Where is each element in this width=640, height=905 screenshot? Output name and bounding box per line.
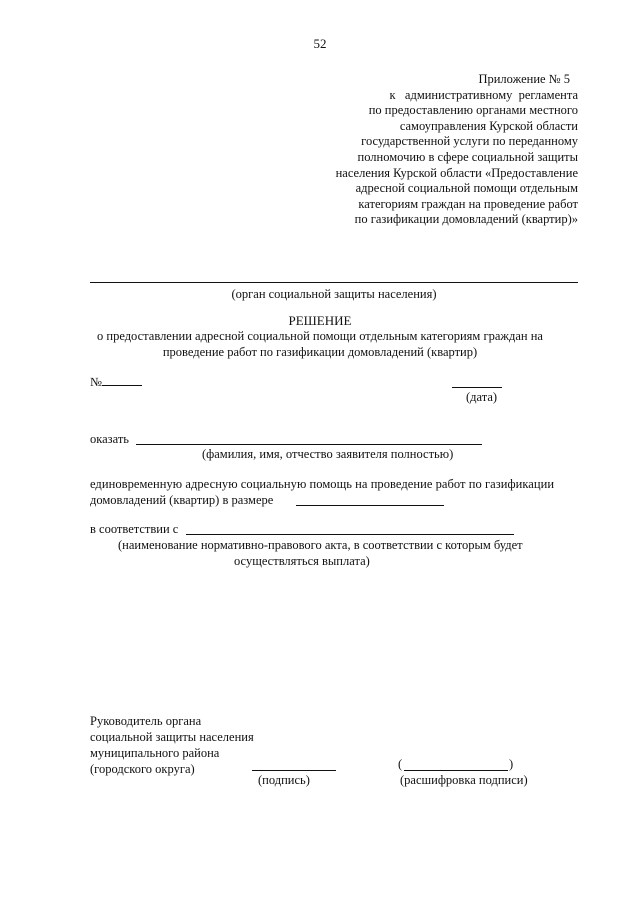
appendix-line: адресной социальной помощи отдельным (355, 181, 578, 196)
decoding-open-paren: ( (398, 757, 403, 771)
signature-caption: (подпись) (258, 773, 310, 787)
appendix-line: полномочию в сфере социальной защиты (357, 149, 578, 164)
refuse-label: оказать (90, 432, 130, 446)
appendix-header (336, 72, 578, 228)
act-caption: (наименование нормативно-правового акта, в соответствии с которым будет (118, 538, 523, 552)
aid-line (90, 493, 273, 508)
appendix-line: по предоставлению органами местного (368, 103, 578, 118)
decoding-line (404, 770, 508, 771)
appendix-line: к административному регламента (389, 87, 578, 102)
organ-line (90, 282, 578, 283)
number-blank (102, 374, 142, 386)
aid-line: единовременную адресную социальную помощь на проведение работ по газификации (90, 477, 555, 491)
decoding-caption: (расшифровка подписи) (400, 773, 528, 787)
appendix-line: по газификации домовладений (квартир)» (354, 212, 578, 227)
signatory-line: Руководитель органа (90, 714, 202, 728)
number-label: № (90, 375, 102, 389)
appendix-line: населения Курской области «Предоставление (335, 165, 578, 180)
decision-number (90, 374, 142, 390)
act-caption: осуществляться выплата) (234, 554, 370, 568)
date-line (452, 387, 502, 388)
appendix-line: категориям граждан на проведение работ (358, 196, 578, 211)
applicant-line (136, 444, 482, 445)
aid-line-text: домовладений (квартир) в размере (90, 493, 274, 507)
decision-subtitle: о предоставлении адресной социальной помощи отдельным категориям граждан на (97, 329, 543, 343)
act-line (186, 534, 514, 535)
signatory-block (90, 713, 254, 777)
decoding-close-paren: ) (509, 757, 514, 771)
accordance-row (90, 522, 178, 537)
decision-title: РЕШЕНИЕ (288, 313, 352, 328)
decision-subtitle: проведение работ по газификации домовладений (квартир) (162, 345, 478, 359)
signatory-line: (городского округа) (90, 762, 195, 776)
date-caption: (дата) (466, 390, 498, 404)
appendix-line: Приложение № 5 (478, 72, 570, 86)
signatory-line: муниципального района (90, 746, 220, 760)
signature-line (252, 770, 336, 771)
appendix-line: государственной услуги по переданному (361, 134, 578, 149)
page-number: 52 (313, 36, 327, 51)
organ-caption: (орган социальной защиты населения) (231, 287, 437, 301)
amount-line (296, 505, 444, 506)
refuse-row (90, 432, 129, 447)
appendix-line: самоуправления Курской области (399, 118, 578, 133)
signatory-line: социальной защиты населения (90, 730, 254, 744)
accordance-label: в соответствии с (90, 522, 179, 536)
applicant-caption: (фамилия, имя, отчество заявителя полностью) (202, 447, 454, 461)
